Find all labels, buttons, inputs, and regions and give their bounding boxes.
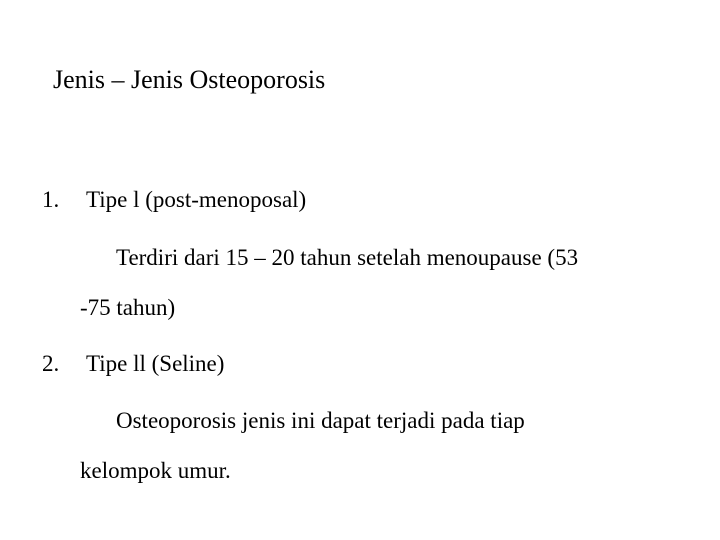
item-text-2-line-2: kelompok umur. bbox=[80, 458, 231, 483]
item-number-1: 1. bbox=[42, 187, 60, 212]
item-heading-1: Tipe l (post-menoposal) bbox=[86, 187, 307, 212]
item-heading-2: Tipe ll (Seline) bbox=[86, 351, 225, 376]
item-text-2-line-1: Osteoporosis jenis ini dapat terjadi pada tiap bbox=[116, 408, 525, 433]
item-text-1-line-2: -75 tahun) bbox=[80, 295, 176, 320]
item-text-1-line-1: Terdiri dari 15 – 20 tahun setelah menoupause (53 bbox=[116, 245, 579, 270]
item-number-2: 2. bbox=[42, 351, 60, 376]
slide-title: Jenis – Jenis Osteoporosis bbox=[53, 65, 326, 94]
